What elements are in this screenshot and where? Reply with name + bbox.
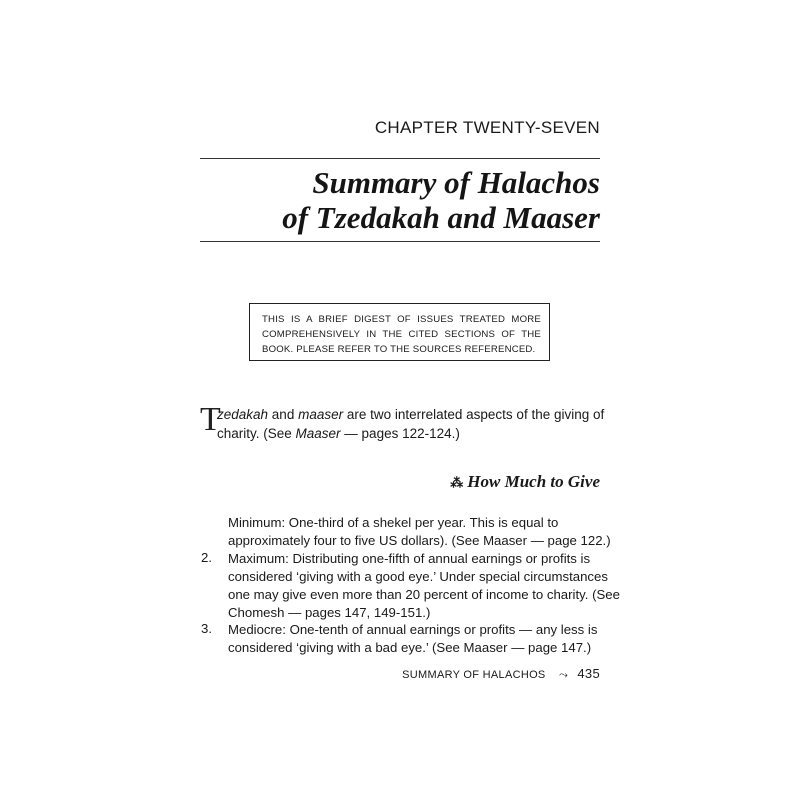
item-number: 2. <box>201 550 212 565</box>
page-footer <box>380 666 600 682</box>
list-item-line: approximately four to five US dollars). (See Maaser — page 122.) <box>228 533 611 548</box>
list-item <box>228 550 620 622</box>
notice-box <box>249 303 550 361</box>
section-heading-text: How Much to Give <box>467 472 600 491</box>
chapter-label: CHAPTER TWENTY-SEVEN <box>374 118 600 137</box>
intro-text: — pages 122-124.) <box>340 426 460 441</box>
list-item <box>228 621 600 657</box>
title-line-2: of Tzedakah and Maaser <box>282 200 600 235</box>
item-number: 3. <box>201 621 212 636</box>
drop-cap: T <box>200 401 221 438</box>
notice-line: COMPREHENSIVELY IN THE CITED SECTIONS OF THE <box>262 329 541 340</box>
intro-term-tzedakah: zedakah <box>217 407 269 422</box>
intro-term-maaser: maaser <box>298 407 344 422</box>
list-item-line: Maximum: Distributing one-fifth of annual earnings or profits is <box>228 551 591 566</box>
list-item-line: one may give even more than 20 percent of income to charity. (See <box>228 587 620 602</box>
intro-text: are two interrelated aspects of the giving of <box>343 407 605 422</box>
list-item <box>228 514 611 550</box>
title-line-1: Summary of Halachos <box>312 165 600 200</box>
intro-paragraph <box>200 401 605 443</box>
bottom-rule <box>200 241 600 242</box>
list-item-line: Chomesh — pages 147, 149-151.) <box>228 605 431 620</box>
page-number: 435 <box>577 666 600 681</box>
intro-text: charity. (See <box>217 426 296 441</box>
intro-text: and <box>268 407 299 422</box>
footer-ornament-icon: ⤳ <box>558 669 569 681</box>
list-item-line: Minimum: One-third of a shekel per year. This is equal to <box>228 515 559 530</box>
section-ornament-icon: ⁂ <box>450 475 464 490</box>
list-item-line: Mediocre: One-tenth of annual earnings or profits — any less is <box>228 622 598 637</box>
notice-line: THIS IS A BRIEF DIGEST OF ISSUES TREATED MORE <box>262 314 541 325</box>
intro-line-1 <box>201 405 605 424</box>
list-item-line: considered ‘giving with a good eye.’ Under special circumstances <box>228 569 608 584</box>
list-item-line: considered ‘giving with a bad eye.’ (See Maaser — page 147.) <box>228 640 592 655</box>
section-heading <box>420 472 600 492</box>
top-rule <box>200 158 600 159</box>
notice-line: BOOK. PLEASE REFER TO THE SOURCES REFERENCED. <box>262 344 536 355</box>
intro-line-2 <box>201 424 601 443</box>
running-head: SUMMARY OF HALACHOS <box>402 669 546 681</box>
intro-ref-maaser: Maaser <box>295 426 341 441</box>
